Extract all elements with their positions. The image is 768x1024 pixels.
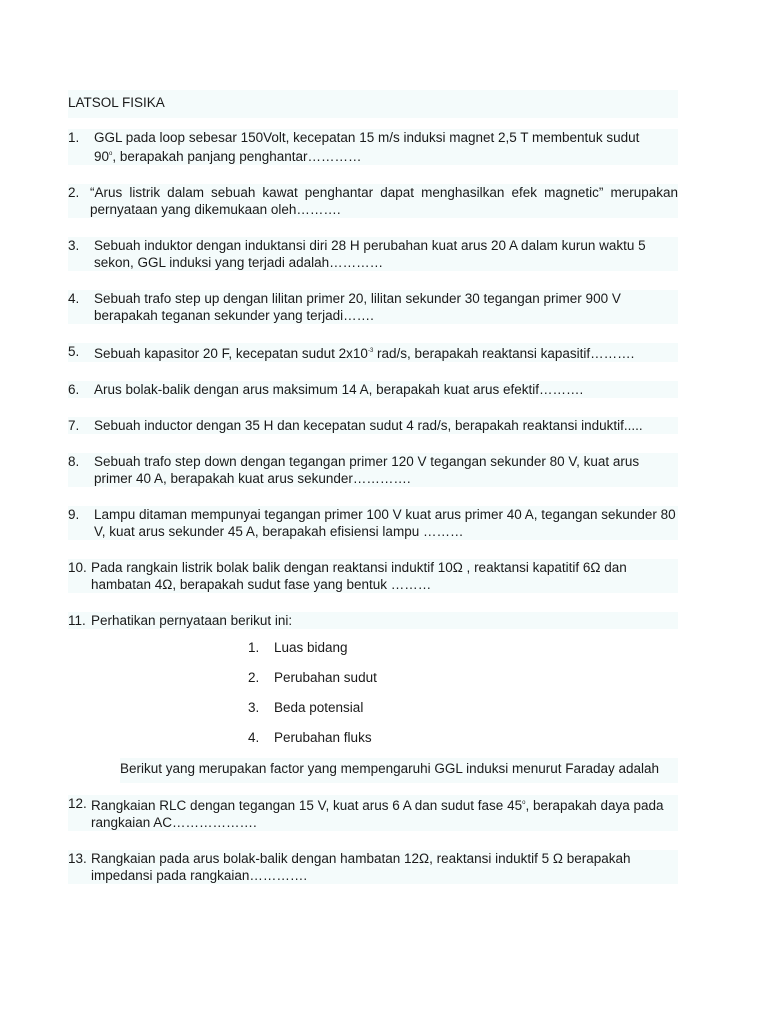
- question-9: [68, 506, 678, 540]
- question-5: [68, 343, 678, 362]
- question-number: 4.: [68, 291, 80, 306]
- question-4: [68, 290, 678, 324]
- question-number: 3.: [68, 238, 80, 253]
- question-text: “Arus listrik dalam sebuah kawat penghantar dapat menghasilkan efek magnetic” merupakan pernyataan yang dikemukaan oleh……….: [90, 185, 678, 217]
- document-title: LATSOL FISIKA: [68, 90, 678, 118]
- question-7: [68, 417, 678, 434]
- question-number: 9.: [68, 507, 80, 522]
- question-3: [68, 237, 678, 271]
- question-number: 1.: [68, 130, 80, 145]
- question-text: Sebuah kapasitor 20 F, kecepatan sudut $2x10^{-3}$ rad/s, berapakah reaktansi kapasitif……….: [94, 346, 635, 361]
- option-item: 2. Perubahan sudut: [68, 669, 678, 686]
- question-number: 5.: [68, 344, 80, 359]
- question-number: 11.: [68, 613, 86, 628]
- question-11: [68, 612, 678, 629]
- question-text: Perhatikan pernyataan berikut ini:: [91, 613, 293, 628]
- question-13: [68, 850, 678, 884]
- question-text: GGL pada loop sebesar 150Volt, kecepatan 15 m/s induksi magnet 2,5 T membentuk sudut 90$^o$, berapakah panjang penghantar…………: [94, 130, 640, 164]
- question-text: Pada rangkain listrik bolak balik dengan reaktansi induktif 10Ω , reaktansi kapatitif 6Ω dan hambatan 4Ω, berapakah sudut fase yang bentuk ………: [91, 560, 627, 592]
- question-number: 12.: [68, 796, 87, 811]
- question-2: [68, 184, 678, 218]
- question-10: [68, 559, 678, 593]
- question-text: Arus bolak-balik dengan arus maksimum 14 A, berapakah kuat arus efektif……….: [94, 382, 584, 397]
- option-item: 1. Luas bidang: [68, 639, 678, 656]
- question-text: Rangkaian RLC dengan tegangan 15 V, kuat arus 6 A dan sudut fase 45$^o$, berapakah daya pada rangkaian AC……………….: [91, 798, 664, 830]
- option-list: [68, 639, 678, 746]
- question-number: 8.: [68, 454, 80, 469]
- question-text: Rangkaian pada arus bolak-balik dengan hambatan 12Ω, reaktansi induktif 5 Ω berapakah impedansi pada rangkaian………….: [91, 851, 631, 883]
- question-6: [68, 381, 678, 398]
- question-text: Lampu ditaman mempunyai tegangan primer 100 V kuat arus primer 40 A, tegangan sekunder 80 V, kuat arus sekunder 45 A, berapakah efisiensi lampu ………: [94, 507, 676, 539]
- option-item: 3. Beda potensial: [68, 699, 678, 716]
- question-number: 7.: [68, 418, 80, 433]
- question-number: 2.: [68, 185, 80, 200]
- question-text: Sebuah trafo step up dengan lilitan primer 20, lilitan sekunder 30 tegangan primer 900 V berapakah teganan sekunder yang terjadi…….: [94, 291, 621, 323]
- question-8: [68, 453, 678, 487]
- question-number: 10.: [68, 560, 87, 575]
- option-item: 4. Perubahan fluks: [68, 729, 678, 746]
- document-page: [68, 90, 678, 884]
- question-text: Sebuah induktor dengan induktansi diri 28 H perubahan kuat arus 20 A dalam kurun waktu 5 sekon, GGL induksi yang terjadi adalah…………: [94, 238, 646, 270]
- question-12: [68, 795, 678, 831]
- question-1: [68, 129, 678, 165]
- question-number: 13.: [68, 851, 87, 866]
- question-11-follow-up: Berikut yang merupakan factor yang mempengaruhi GGL induksi menurut Faraday adalah: [120, 758, 678, 783]
- question-text: Sebuah inductor dengan 35 H dan kecepatan sudut 4 rad/s, berapakah reaktansi induktif.....: [94, 418, 643, 433]
- question-text: Sebuah trafo step down dengan tegangan primer 120 V tegangan sekunder 80 V, kuat arus primer 40 A, berapakah kuat arus sekunder………….: [94, 454, 640, 486]
- question-number: 6.: [68, 382, 80, 397]
